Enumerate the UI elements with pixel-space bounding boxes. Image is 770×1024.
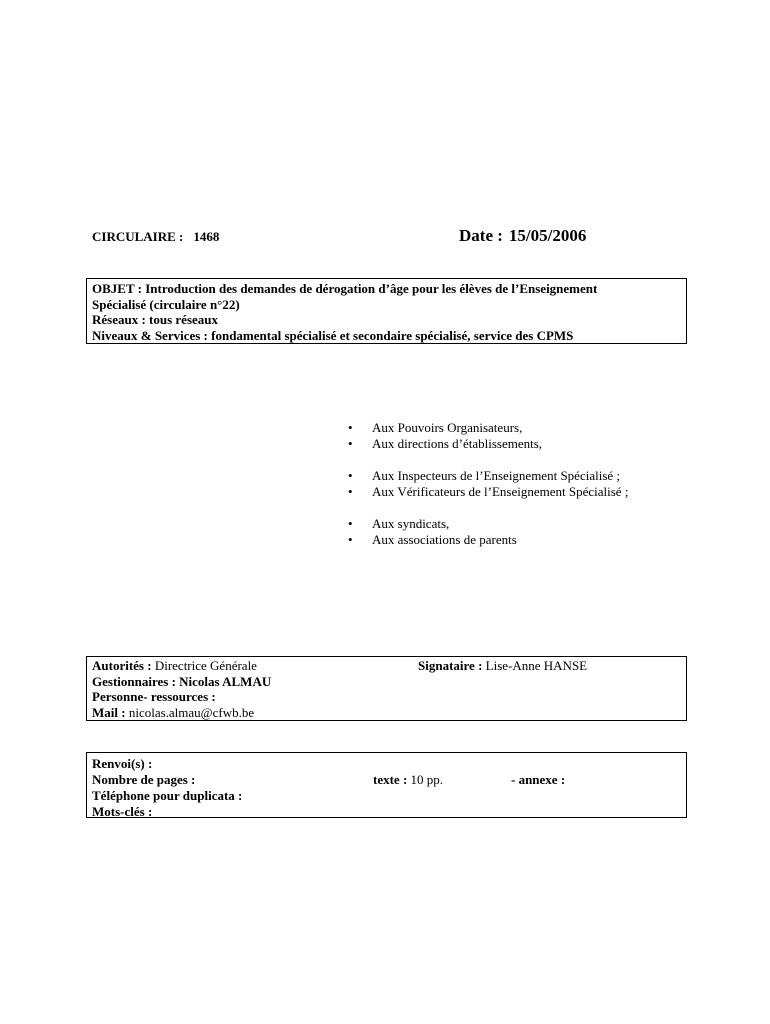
bullet-icon: •	[348, 484, 353, 499]
objet-line: Spécialisé (circulaire n°22)	[92, 296, 240, 312]
list-item	[348, 468, 628, 484]
bullet-icon: •	[348, 436, 353, 451]
bullet-icon: •	[348, 532, 353, 547]
date-line	[459, 226, 586, 246]
bullet-icon: •	[348, 420, 353, 435]
circulaire-label: CIRCULAIRE :	[92, 229, 184, 244]
niveaux-services-line: Niveaux & Services : fondamental spécialisé et secondaire spécialisé, service des CPMS	[92, 327, 574, 343]
renvoi-box	[86, 752, 687, 818]
renvoi-row: Renvoi(s) :	[92, 756, 153, 771]
circulaire-number: 1468	[193, 229, 220, 244]
nombre-pages-row	[92, 772, 681, 788]
bullet-icon: •	[348, 468, 353, 483]
list-item	[348, 532, 628, 548]
list-item	[348, 436, 628, 452]
objet-line: OBJET : Introduction des demandes de dérogation d’âge pour les élèves de l’Enseignement	[92, 281, 598, 296]
list-item-label: Aux Vérificateurs de l’Enseignement Spécialisé ;	[372, 484, 629, 499]
date-label: Date :	[459, 226, 503, 245]
list-item-label: Aux Inspecteurs de l’Enseignement Spécialisé ;	[372, 468, 621, 483]
texte-value: 10 pp.	[410, 772, 444, 787]
mail-value: nicolas.almau@cfwb.be	[128, 705, 255, 721]
list-item	[348, 516, 628, 532]
authorities-box	[86, 656, 687, 721]
signataire-label: Signataire :	[418, 658, 483, 673]
reseaux-line: Réseaux : tous réseaux	[92, 312, 219, 327]
list-item-label: Aux syndicats,	[372, 516, 450, 531]
list-item	[348, 484, 628, 500]
mail-row	[92, 705, 681, 721]
list-item-label: Aux associations de parents	[372, 532, 517, 547]
personne-ressources-row: Personne- ressources :	[92, 689, 216, 705]
circulaire-line	[92, 229, 219, 245]
annexe-label: - annexe :	[511, 772, 566, 787]
texte-field	[373, 772, 443, 788]
recipients-group	[348, 468, 628, 500]
recipients-list	[348, 420, 628, 564]
list-item-label: Aux Pouvoirs Organisateurs,	[372, 420, 523, 435]
date-value: 15/05/2006	[508, 226, 587, 245]
autorites-label: Autorités :	[92, 658, 152, 673]
list-item	[348, 420, 628, 436]
mail-label: Mail :	[92, 705, 126, 721]
gestionnaires-row: Gestionnaires : Nicolas ALMAU	[92, 673, 272, 689]
telephone-row: Téléphone pour duplicata :	[92, 788, 243, 803]
signataire-value: Lise-Anne HANSE	[485, 658, 588, 673]
bullet-icon: •	[348, 516, 353, 531]
objet-box	[86, 278, 687, 344]
autorites-row	[92, 658, 681, 674]
list-item-label: Aux directions d’établissements,	[372, 436, 543, 451]
mots-cles-row: Mots-clés :	[92, 804, 153, 819]
nombre-pages-label: Nombre de pages :	[92, 772, 196, 787]
signataire-field	[418, 658, 587, 674]
recipients-group	[348, 516, 628, 548]
autorites-value: Directrice Générale	[154, 658, 257, 673]
recipients-group	[348, 420, 628, 452]
texte-label: texte :	[373, 772, 408, 787]
